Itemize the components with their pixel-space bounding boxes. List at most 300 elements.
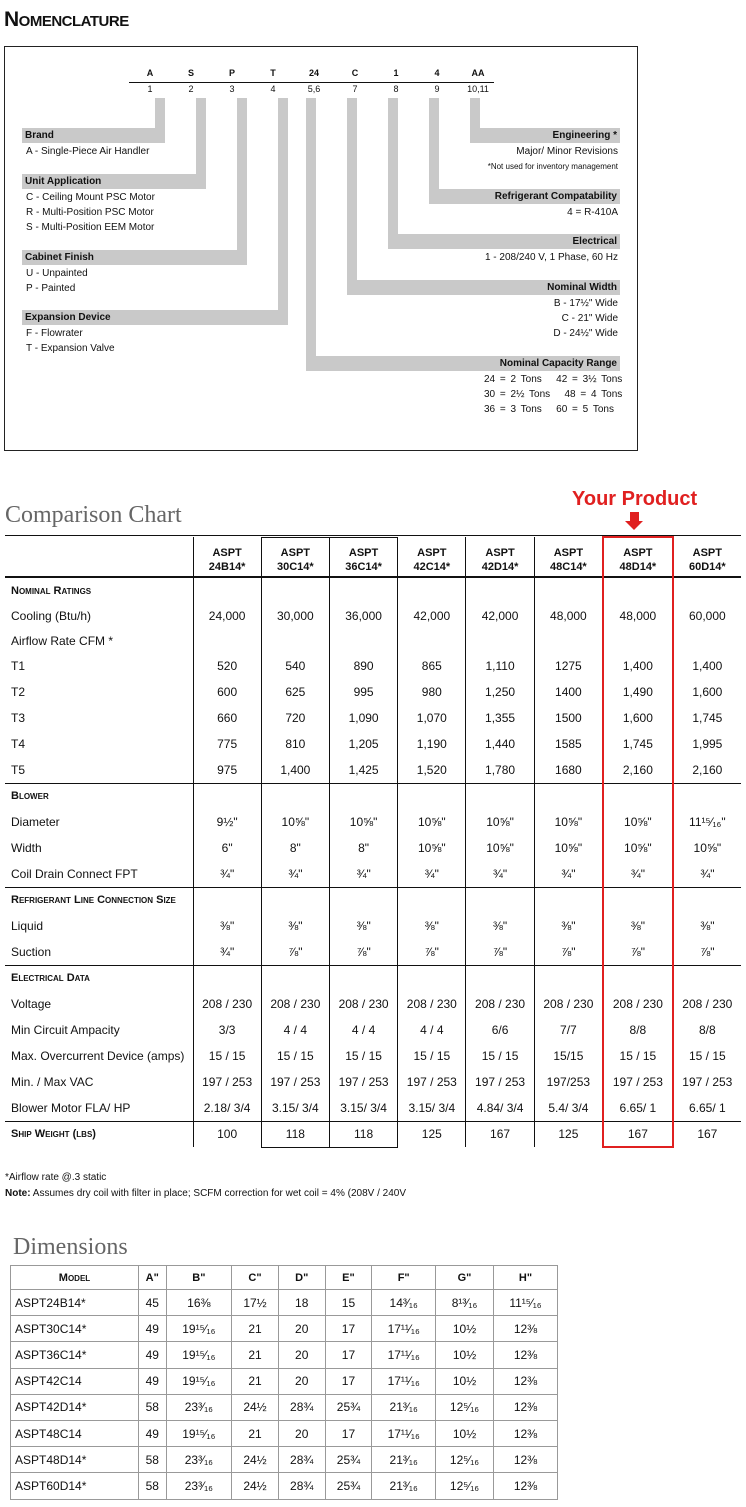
table-cell: ⅞": [261, 939, 329, 965]
dim-cell: 12⅜: [494, 1447, 558, 1473]
code-letter: 4: [434, 68, 440, 78]
dim-cell: 8¹³⁄₁₆: [436, 1290, 494, 1316]
table-cell: 1,400: [603, 653, 673, 679]
nom-option: 36 = 3 Tons 60 = 5 Tons: [484, 404, 614, 415]
table-cell: 890: [329, 653, 397, 679]
comparison-row: [5, 783, 741, 809]
table-cell: ⅞": [673, 939, 741, 965]
dim-cell: 28¾: [278, 1473, 325, 1499]
comparison-row: [5, 603, 741, 629]
table-cell: 118: [329, 1121, 397, 1147]
dim-cell: 17: [325, 1368, 372, 1394]
comparison-row: [5, 1069, 741, 1095]
table-cell: 10⅝": [329, 809, 397, 835]
table-cell: 1400: [534, 679, 603, 705]
dim-cell: 10½: [436, 1342, 494, 1368]
dim-row: [11, 1447, 558, 1473]
table-cell: 8": [261, 835, 329, 861]
comparison-corner: [5, 537, 193, 577]
table-cell: 48,000: [534, 603, 603, 629]
table-cell: 1,600: [673, 679, 741, 705]
dim-cell: ASPT48C14: [11, 1420, 139, 1446]
table-cell: 42,000: [398, 603, 466, 629]
dim-cell: 10½: [436, 1368, 494, 1394]
nom-option: Major/ Minor Revisions: [516, 146, 618, 157]
dim-cell: 25¾: [325, 1447, 372, 1473]
table-cell: 1,190: [398, 731, 466, 757]
dim-cell: ASPT42D14*: [11, 1394, 139, 1420]
dim-cell: 21³⁄₁₆: [372, 1447, 436, 1473]
table-cell: [261, 629, 329, 653]
table-cell: 1,780: [466, 757, 534, 783]
dim-cell: 58: [139, 1394, 167, 1420]
table-cell: 36,000: [329, 603, 397, 629]
table-cell: 208 / 230: [329, 991, 397, 1017]
nom-group-heading: Unit Application: [22, 174, 206, 189]
table-cell: ¾": [261, 861, 329, 887]
table-cell: 197 / 253: [193, 1069, 261, 1095]
table-cell: [466, 629, 534, 653]
table-cell: 6/6: [466, 1017, 534, 1043]
table-cell: 5.4/ 3/4: [534, 1095, 603, 1121]
dim-cell: 12⅜: [494, 1394, 558, 1420]
code-position: 4: [270, 84, 276, 94]
table-cell: 15 / 15: [398, 1043, 466, 1069]
nom-group-heading: Electrical: [388, 234, 620, 249]
table-cell: [534, 577, 603, 603]
dim-cell: 21: [232, 1368, 279, 1394]
table-cell: ¾": [603, 861, 673, 887]
code-letter: 1: [393, 68, 399, 78]
table-cell: [673, 577, 741, 603]
table-cell: [329, 629, 397, 653]
table-cell: 1,440: [466, 731, 534, 757]
table-cell: [603, 965, 673, 991]
table-cell: 208 / 230: [603, 991, 673, 1017]
dim-cell: 20: [278, 1368, 325, 1394]
comparison-row: [5, 757, 741, 783]
table-cell: [673, 965, 741, 991]
table-cell: 15 / 15: [673, 1043, 741, 1069]
dim-cell: 25¾: [325, 1394, 372, 1420]
nom-option: 24 = 2 Tons 42 = 3½ Tons: [484, 374, 623, 385]
connector-bar: [388, 98, 398, 234]
model-header: ASPT 42D14*: [466, 537, 534, 577]
model-header: ASPT 24B14*: [193, 537, 261, 577]
table-cell: 2,160: [673, 757, 741, 783]
table-cell: 197 / 253: [329, 1069, 397, 1095]
table-cell: 1500: [534, 705, 603, 731]
dim-cell: 23³⁄₁₆: [166, 1394, 232, 1420]
code-position: 3: [229, 84, 235, 94]
dim-header: G": [436, 1266, 494, 1290]
table-cell: ⅞": [398, 939, 466, 965]
table-cell: [673, 783, 741, 809]
dim-cell: 49: [139, 1316, 167, 1342]
table-cell: [398, 629, 466, 653]
comparison-row: [5, 705, 741, 731]
table-cell: ⅜": [398, 913, 466, 939]
row-label: Liquid: [11, 919, 44, 933]
dim-cell: 12⅜: [494, 1473, 558, 1499]
nom-option: 30 = 2½ Tons 48 = 4 Tons: [484, 389, 623, 400]
table-cell: 1,745: [673, 705, 741, 731]
connector-bar: [278, 98, 288, 310]
comparison-row: [5, 629, 741, 653]
table-cell: ¾": [534, 861, 603, 887]
dim-cell: 12⅜: [494, 1316, 558, 1342]
table-cell: 625: [261, 679, 329, 705]
comparison-row: [5, 1043, 741, 1069]
dim-cell: 58: [139, 1473, 167, 1499]
row-label: Blower: [5, 783, 193, 809]
dim-cell: 17¹¹⁄₁₆: [372, 1342, 436, 1368]
airflow-footnote: *Airflow rate @.3 static: [5, 1172, 107, 1183]
dimensions-title: Dimensions: [13, 1234, 128, 1260]
table-cell: 208 / 230: [534, 991, 603, 1017]
dim-cell: 17¹¹⁄₁₆: [372, 1368, 436, 1394]
dim-cell: 17½: [232, 1290, 279, 1316]
comparison-row: [5, 679, 741, 705]
connector-bar: [155, 98, 165, 128]
comparison-row: [5, 913, 741, 939]
table-cell: 865: [398, 653, 466, 679]
nom-option: S - Multi-Position EEM Motor: [26, 222, 155, 233]
table-cell: 11¹⁵⁄₁₆": [673, 809, 741, 835]
table-cell: [673, 629, 741, 653]
nom-group-heading: Engineering *: [470, 128, 620, 143]
model-header: ASPT 48C14*: [534, 537, 603, 577]
table-cell: 1,090: [329, 705, 397, 731]
table-cell: 10⅝": [534, 835, 603, 861]
comparison-row: [5, 991, 741, 1017]
table-cell: 15 / 15: [466, 1043, 534, 1069]
table-cell: 1,600: [603, 705, 673, 731]
code-position: 5,6: [307, 84, 321, 94]
nom-group-heading: Brand: [22, 128, 165, 143]
dim-cell: 28¾: [278, 1447, 325, 1473]
table-cell: 540: [261, 653, 329, 679]
table-cell: ⅞": [603, 939, 673, 965]
comparison-row: [5, 653, 741, 679]
table-cell: 15 / 15: [603, 1043, 673, 1069]
dim-cell: 20: [278, 1420, 325, 1446]
table-cell: 197 / 253: [398, 1069, 466, 1095]
table-cell: 197 / 253: [261, 1069, 329, 1095]
table-cell: [466, 965, 534, 991]
table-cell: 1,995: [673, 731, 741, 757]
table-cell: ⅞": [329, 939, 397, 965]
code-letter: 24: [308, 68, 319, 78]
table-cell: 3.15/ 3/4: [329, 1095, 397, 1121]
dim-cell: 49: [139, 1342, 167, 1368]
table-cell: [193, 629, 261, 653]
dim-cell: 12⁵⁄₁₆: [436, 1394, 494, 1420]
nom-option: F - Flowrater: [26, 328, 83, 339]
dim-cell: 17¹¹⁄₁₆: [372, 1316, 436, 1342]
dim-cell: 12⁵⁄₁₆: [436, 1447, 494, 1473]
table-cell: 197 / 253: [603, 1069, 673, 1095]
dim-cell: 17: [325, 1420, 372, 1446]
table-cell: 4 / 4: [329, 1017, 397, 1043]
table-cell: 118: [261, 1121, 329, 1147]
dim-cell: 17¹¹⁄₁₆: [372, 1420, 436, 1446]
row-label: Max. Overcurrent Device (amps): [11, 1049, 185, 1063]
table-cell: ⅞": [466, 939, 534, 965]
row-label: Suction: [11, 944, 52, 959]
dim-cell: 16⅜: [166, 1290, 232, 1316]
row-label: Airflow Rate CFM *: [11, 634, 114, 648]
row-label: Min Circuit Ampacity: [11, 1023, 120, 1037]
table-cell: 10⅝": [466, 809, 534, 835]
table-cell: 197 / 253: [673, 1069, 741, 1095]
row-label: Refrigerant Line Connection Size: [5, 887, 193, 913]
table-cell: 1680: [534, 757, 603, 783]
table-cell: 10⅝": [534, 809, 603, 835]
table-cell: 1275: [534, 653, 603, 679]
nom-option: C - Ceiling Mount PSC Motor: [26, 192, 155, 203]
nom-option: 1 - 208/240 V, 1 Phase, 60 Hz: [484, 252, 618, 263]
dim-cell: 49: [139, 1368, 167, 1394]
table-cell: [466, 577, 534, 603]
table-cell: 4.84/ 3/4: [466, 1095, 534, 1121]
table-cell: 208 / 230: [193, 991, 261, 1017]
comparison-row: [5, 577, 741, 603]
table-cell: 720: [261, 705, 329, 731]
comparison-note: [5, 1188, 406, 1199]
table-cell: ¾": [193, 939, 261, 965]
table-cell: 15/15: [534, 1043, 603, 1069]
table-cell: 8/8: [603, 1017, 673, 1043]
table-cell: ¾": [193, 861, 261, 887]
code-rule: [129, 82, 494, 83]
table-cell: [329, 887, 397, 913]
table-cell: 6.65/ 1: [603, 1095, 673, 1121]
table-cell: 6": [193, 835, 261, 861]
code-letter: C: [351, 68, 359, 78]
dim-header: Model: [11, 1266, 139, 1290]
table-cell: [261, 887, 329, 913]
table-cell: 1,490: [603, 679, 673, 705]
table-cell: [603, 887, 673, 913]
nom-option: C - 21" Wide: [561, 313, 618, 324]
comparison-row: [5, 965, 741, 991]
table-cell: 10⅝": [398, 835, 466, 861]
comparison-row: [5, 861, 741, 887]
code-position: 7: [352, 84, 358, 94]
nom-option: P - Painted: [26, 283, 76, 294]
nomenclature-title: Nomenclature: [4, 8, 129, 31]
table-cell: 208 / 230: [398, 991, 466, 1017]
dim-cell: 19¹⁵⁄₁₆: [166, 1420, 232, 1446]
table-cell: 100: [193, 1121, 261, 1147]
row-label: Width: [11, 841, 42, 855]
comparison-row: [5, 1017, 741, 1043]
row-label: T5: [11, 762, 26, 777]
nom-option: *Not used for inventory management: [487, 162, 618, 171]
table-cell: 48,000: [603, 603, 673, 629]
dim-cell: ASPT60D14*: [11, 1473, 139, 1499]
table-cell: 3/3: [193, 1017, 261, 1043]
row-label: Cooling (Btu/h): [11, 609, 92, 623]
table-cell: 4 / 4: [398, 1017, 466, 1043]
table-cell: [193, 783, 261, 809]
dim-cell: 20: [278, 1316, 325, 1342]
dim-cell: 18: [278, 1290, 325, 1316]
table-cell: ⅜": [466, 913, 534, 939]
table-cell: 6.65/ 1: [673, 1095, 741, 1121]
table-cell: [603, 629, 673, 653]
table-cell: [534, 629, 603, 653]
code-position: 9: [434, 84, 440, 94]
dim-header: A": [139, 1266, 167, 1290]
dim-cell: 12⅜: [494, 1342, 558, 1368]
connector-bar: [196, 98, 206, 174]
table-cell: 1,400: [673, 653, 741, 679]
table-cell: [673, 887, 741, 913]
table-cell: 520: [193, 653, 261, 679]
table-cell: 1,520: [398, 757, 466, 783]
nom-option: A - Single-Piece Air Handler: [26, 146, 150, 157]
table-cell: 1,205: [329, 731, 397, 757]
dim-cell: 23³⁄₁₆: [166, 1473, 232, 1499]
code-position: 10,11: [467, 84, 489, 94]
table-cell: [261, 783, 329, 809]
table-cell: [398, 577, 466, 603]
table-cell: [398, 783, 466, 809]
connector-bar: [429, 98, 439, 189]
dim-cell: 12⅜: [494, 1368, 558, 1394]
dim-cell: 58: [139, 1447, 167, 1473]
dim-cell: 12⁵⁄₁₆: [436, 1473, 494, 1499]
table-cell: ⅜": [534, 913, 603, 939]
table-cell: 775: [193, 731, 261, 757]
table-cell: [329, 965, 397, 991]
table-cell: ⅜": [261, 913, 329, 939]
model-header: ASPT 60D14*: [673, 537, 741, 577]
code-letter: AA: [471, 68, 485, 78]
code-position: 1: [147, 84, 153, 94]
table-cell: ¾": [673, 861, 741, 887]
dim-cell: ASPT24B14*: [11, 1290, 139, 1316]
connector-bar: [347, 98, 357, 280]
dim-cell: 15: [325, 1290, 372, 1316]
table-cell: ⅜": [329, 913, 397, 939]
row-label: Min. / Max VAC: [11, 1075, 94, 1089]
table-cell: 600: [193, 679, 261, 705]
dim-row: [11, 1316, 558, 1342]
dim-cell: 21: [232, 1420, 279, 1446]
nomenclature-diagram: [0, 0, 746, 460]
note-label: Note:: [5, 1188, 31, 1199]
nom-option: R - Multi-Position PSC Motor: [26, 207, 154, 218]
table-cell: 7/7: [534, 1017, 603, 1043]
table-cell: 1,400: [261, 757, 329, 783]
table-cell: ¾": [466, 861, 534, 887]
dim-cell: 24½: [232, 1473, 279, 1499]
dim-cell: 21: [232, 1342, 279, 1368]
table-cell: 1,745: [603, 731, 673, 757]
dimensions-table: [10, 1265, 558, 1500]
table-cell: [398, 887, 466, 913]
comparison-row: [5, 731, 741, 757]
table-cell: 8": [329, 835, 397, 861]
your-product-label: Your Product: [572, 488, 698, 510]
dim-header: D": [278, 1266, 325, 1290]
table-cell: 208 / 230: [673, 991, 741, 1017]
dim-cell: 17: [325, 1342, 372, 1368]
dim-row: [11, 1473, 558, 1499]
note-text: Assumes dry coil with filter in place; SCFM correction for wet coil = 4% (208V / 240V: [30, 1188, 406, 1199]
comparison-row: [5, 835, 741, 861]
table-cell: ¾": [329, 861, 397, 887]
nom-option: 4 = R-410A: [567, 207, 618, 218]
table-cell: [534, 783, 603, 809]
nom-group-heading: Refrigerant Compatability: [429, 189, 620, 204]
table-cell: [193, 577, 261, 603]
dim-cell: 25¾: [325, 1473, 372, 1499]
row-label: T1: [11, 659, 26, 673]
table-cell: 1,250: [466, 679, 534, 705]
table-cell: 4 / 4: [261, 1017, 329, 1043]
dim-cell: 10½: [436, 1420, 494, 1446]
table-cell: 10⅝": [398, 809, 466, 835]
table-cell: [398, 965, 466, 991]
dim-cell: 23³⁄₁₆: [166, 1447, 232, 1473]
dim-cell: 21³⁄₁₆: [372, 1473, 436, 1499]
nom-group-heading: Expansion Device: [22, 310, 288, 325]
table-cell: 10⅝": [466, 835, 534, 861]
table-cell: 660: [193, 705, 261, 731]
table-cell: 3.15/ 3/4: [398, 1095, 466, 1121]
table-cell: 167: [603, 1121, 673, 1147]
table-cell: 975: [193, 757, 261, 783]
nom-option: T - Expansion Valve: [26, 343, 115, 354]
row-label: Voltage: [11, 997, 52, 1011]
dim-cell: 45: [139, 1290, 167, 1316]
table-cell: 1,355: [466, 705, 534, 731]
table-cell: ⅜": [193, 913, 261, 939]
row-label: T4: [11, 737, 26, 751]
row-label: Diameter: [11, 815, 60, 829]
dim-cell: 28¾: [278, 1394, 325, 1420]
dim-cell: 24½: [232, 1447, 279, 1473]
table-cell: 197/253: [534, 1069, 603, 1095]
table-cell: 15 / 15: [329, 1043, 397, 1069]
code-position: 8: [393, 84, 399, 94]
connector-bar: [306, 98, 316, 356]
dim-cell: 14³⁄₁₆: [372, 1290, 436, 1316]
model-header: ASPT 30C14*: [261, 537, 329, 577]
dim-header: H": [494, 1266, 558, 1290]
table-cell: 125: [534, 1121, 603, 1147]
connector-bar: [237, 98, 247, 250]
table-cell: 9½": [193, 809, 261, 835]
dim-cell: 20: [278, 1342, 325, 1368]
table-cell: 10⅝": [673, 835, 741, 861]
table-cell: 3.15/ 3/4: [261, 1095, 329, 1121]
table-cell: [261, 965, 329, 991]
table-cell: 60,000: [673, 603, 741, 629]
table-cell: 167: [673, 1121, 741, 1147]
dim-row: [11, 1420, 558, 1446]
dim-cell: ASPT36C14*: [11, 1342, 139, 1368]
dim-cell: 12⅜: [494, 1420, 558, 1446]
table-cell: [329, 577, 397, 603]
dim-row: [11, 1290, 558, 1316]
dim-header: C": [232, 1266, 279, 1290]
table-cell: 15 / 15: [261, 1043, 329, 1069]
